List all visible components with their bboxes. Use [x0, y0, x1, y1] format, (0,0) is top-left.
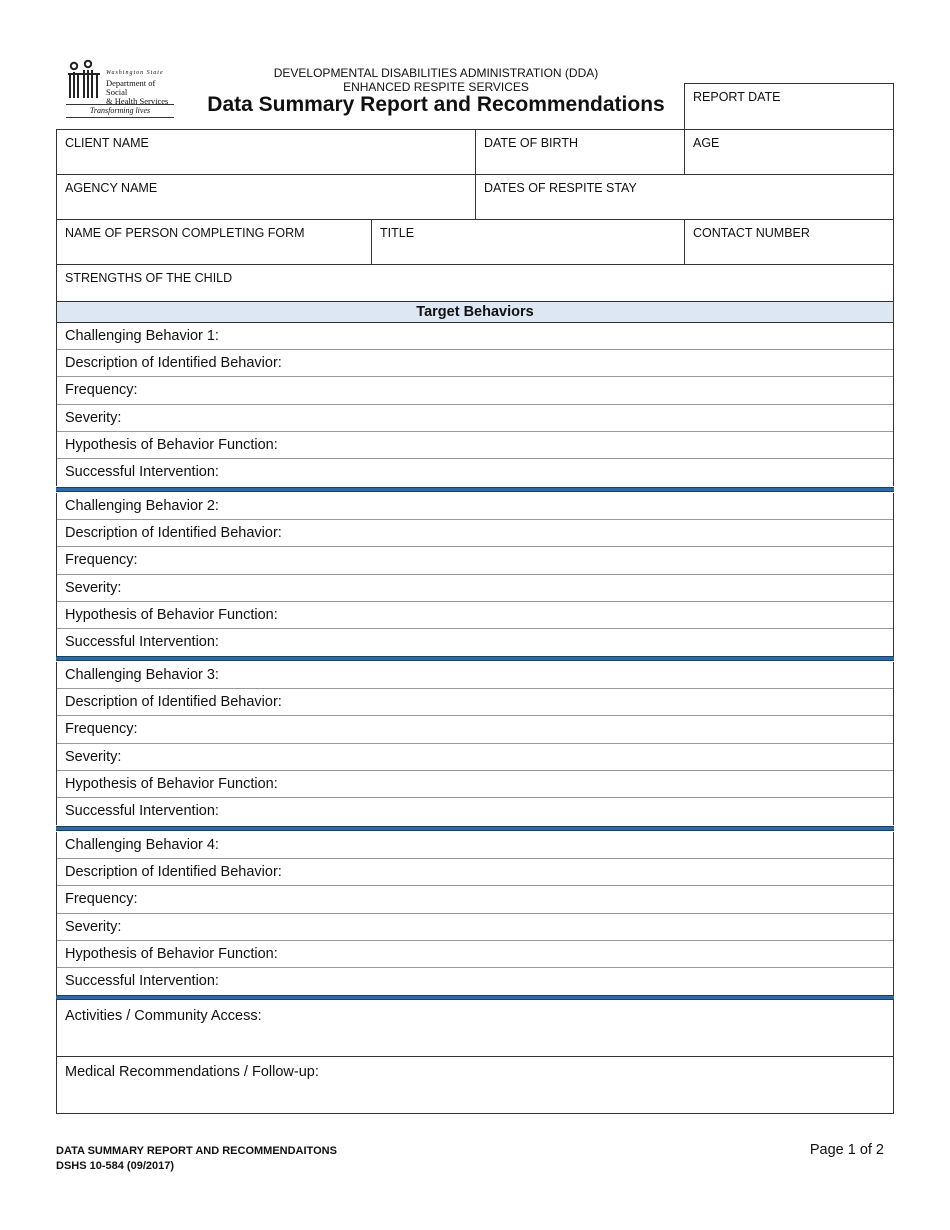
- behavior-row[interactable]: Successful Intervention:: [65, 802, 219, 819]
- logo-dept-line1: Department of Social: [106, 78, 156, 97]
- block-separator: [56, 826, 894, 831]
- date-of-birth-label: DATE OF BIRTH: [484, 136, 578, 150]
- behavior-row[interactable]: Description of Identified Behavior:: [57, 350, 893, 377]
- behavior-row[interactable]: Challenging Behavior 3:: [57, 662, 893, 689]
- behavior-row[interactable]: Severity:: [57, 914, 893, 941]
- title-field[interactable]: [371, 219, 685, 265]
- strengths-label: STRENGTHS OF THE CHILD: [65, 271, 233, 285]
- behavior-row[interactable]: Successful Intervention:: [65, 633, 219, 650]
- behavior-row[interactable]: Severity:: [57, 405, 893, 432]
- strengths-field[interactable]: [56, 264, 894, 302]
- age-label: AGE: [693, 136, 720, 150]
- name-completing-field[interactable]: [56, 219, 372, 265]
- behavior-row[interactable]: Frequency:: [57, 716, 893, 743]
- contact-number-label: CONTACT NUMBER: [693, 226, 810, 240]
- behavior-row[interactable]: Frequency:: [57, 547, 893, 574]
- page-number: Page 1 of 2: [809, 1142, 884, 1158]
- admin-line-2: ENHANCED RESPITE SERVICES: [343, 80, 529, 94]
- behavior-row[interactable]: Hypothesis of Behavior Function:: [57, 432, 893, 459]
- behavior-row[interactable]: Description of Identified Behavior:: [57, 689, 893, 716]
- behavior-row[interactable]: Challenging Behavior 4:: [57, 832, 893, 859]
- client-name-label: CLIENT NAME: [65, 136, 149, 150]
- behavior-block-4: [56, 832, 894, 995]
- footer-form-name: DATA SUMMARY REPORT AND RECOMMENDAITONS: [56, 1145, 337, 1157]
- behavior-row[interactable]: Severity:: [57, 744, 893, 771]
- behavior-block-2: [56, 493, 894, 656]
- client-name-field[interactable]: [56, 129, 476, 175]
- behavior-row[interactable]: Severity:: [57, 575, 893, 602]
- report-date-field[interactable]: [684, 83, 894, 130]
- dates-of-respite-stay-label: DATES OF RESPITE STAY: [484, 181, 637, 195]
- block-separator: [56, 487, 894, 492]
- admin-line-1: DEVELOPMENTAL DISABILITIES ADMINISTRATION (DDA): [273, 66, 599, 80]
- behavior-row[interactable]: Frequency:: [57, 886, 893, 913]
- behavior-row[interactable]: Hypothesis of Behavior Function:: [57, 941, 893, 968]
- medical-field[interactable]: [56, 1056, 894, 1114]
- report-date-label: REPORT DATE: [693, 90, 781, 104]
- logo-dept-line2: & Health Services: [106, 96, 169, 106]
- behavior-row[interactable]: Hypothesis of Behavior Function:: [57, 602, 893, 629]
- page-title: Data Summary Report and Recommendations: [207, 93, 665, 116]
- medical-label: Medical Recommendations / Follow-up:: [65, 1064, 319, 1080]
- block-separator: [56, 656, 894, 661]
- dshs-figures-icon: [64, 58, 104, 102]
- behavior-row[interactable]: Description of Identified Behavior:: [57, 520, 893, 547]
- behavior-block-1: [56, 323, 894, 486]
- activities-field[interactable]: [56, 1000, 894, 1057]
- agency-name-field[interactable]: [56, 174, 476, 220]
- date-of-birth-field[interactable]: [475, 129, 685, 175]
- dshs-logo: [64, 58, 176, 120]
- title-label: TITLE: [380, 226, 415, 240]
- logo-state: Washington State: [106, 70, 164, 76]
- behavior-row[interactable]: Description of Identified Behavior:: [57, 859, 893, 886]
- behavior-block-3: [56, 662, 894, 825]
- target-behaviors-heading: Target Behaviors: [56, 301, 894, 323]
- logo-text: [106, 69, 178, 106]
- age-field[interactable]: [684, 129, 894, 175]
- behavior-row[interactable]: Hypothesis of Behavior Function:: [57, 771, 893, 798]
- behavior-row[interactable]: Frequency:: [57, 377, 893, 404]
- behavior-row[interactable]: Challenging Behavior 1:: [57, 323, 893, 350]
- behavior-row[interactable]: Challenging Behavior 2:: [57, 493, 893, 520]
- agency-name-label: AGENCY NAME: [65, 181, 158, 195]
- behavior-row[interactable]: Successful Intervention:: [65, 972, 219, 989]
- contact-number-field[interactable]: [684, 219, 894, 265]
- dates-of-respite-stay-field[interactable]: [475, 174, 894, 220]
- activities-label: Activities / Community Access:: [65, 1008, 262, 1024]
- footer-form-number: DSHS 10-584 (09/2017): [56, 1160, 175, 1172]
- logo-tagline: Transforming lives: [66, 104, 174, 118]
- behavior-row[interactable]: Successful Intervention:: [65, 463, 219, 480]
- name-completing-label: NAME OF PERSON COMPLETING FORM: [65, 226, 305, 240]
